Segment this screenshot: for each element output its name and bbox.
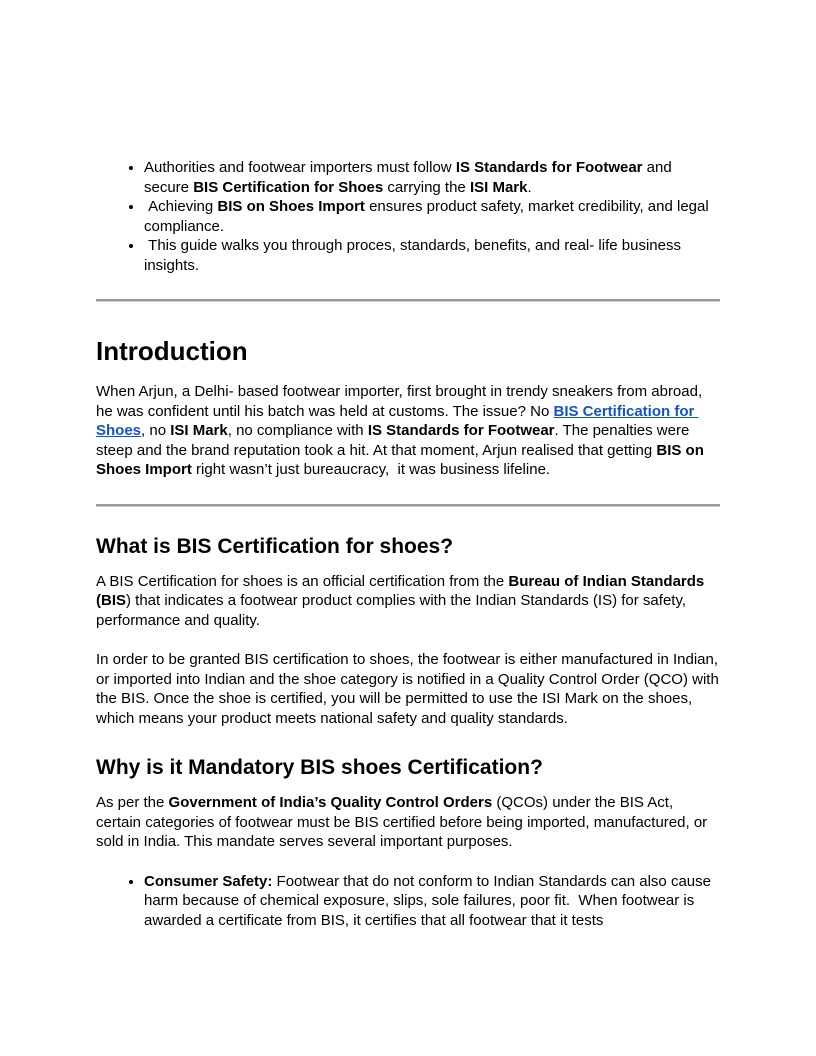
why-bullet-list <box>96 872 720 931</box>
paragraph-introduction <box>96 382 720 480</box>
text-run: IS Standards for Footwear <box>367 422 555 439</box>
intro-bullet-list <box>96 158 720 275</box>
paragraph-what-process <box>96 650 723 728</box>
text-run: This guide walks you through proces, standards, benefits, and real- life business insights. <box>144 237 686 274</box>
text-run: ensures product safety, market credibility, and legal compliance. <box>144 198 713 235</box>
text-run: . The penalties were steep and the brand reputation took a hit. At that moment, Arjun realised that getting <box>96 422 694 459</box>
text-run: Authorities and footwear importers must follow <box>144 159 456 176</box>
section-heading-why-mandatory: Why is it Mandatory BIS shoes Certification? <box>96 756 543 779</box>
section-heading-introduction: Introduction <box>96 336 248 366</box>
paragraph-what-definition <box>96 572 720 631</box>
text-run: , no compliance with <box>227 422 368 439</box>
text-run: BIS Certification for Shoes <box>193 178 384 196</box>
text-run: BIS on Shoes Import <box>217 198 365 215</box>
list-item <box>144 872 720 931</box>
horizontal-rule <box>96 504 720 507</box>
text-run: Achieving <box>144 198 218 215</box>
text-run: , no <box>141 422 171 439</box>
text-run: ISI Mark <box>469 178 528 196</box>
text-run: right wasn’t just bureaucracy, it was business lifeline. <box>191 461 551 478</box>
text-run: and secure <box>144 159 676 196</box>
bis-certification-link[interactable]: BIS Certification for Shoes <box>96 402 699 439</box>
text-run: When Arjun, a Delhi- based footwear importer, first brought in trendy sneakers from abroad, he was confident until his batch was held at customs. The issue? No <box>96 383 707 420</box>
text-run: As per the <box>96 794 169 811</box>
text-run: BIS on Shoes Import <box>96 441 709 478</box>
text-run: Footwear that do not conform to Indian Standards can also cause harm because of chemical exposure, slips, sole failures, poor fit. When footwear is awarded a certificate from BIS, it certifies that all footwear that it tests <box>144 872 716 929</box>
section-heading-what-is-bis-certification: What is BIS Certification for shoes? <box>96 534 454 558</box>
text-run: IS Standards for Footwear <box>455 159 643 176</box>
list-item <box>144 158 720 197</box>
text-run: A BIS Certification for shoes is an official certification from the <box>96 572 509 590</box>
text-run: carrying the <box>383 178 470 196</box>
paragraph-why-mandatory <box>96 793 720 852</box>
text-run: ISI Mark <box>170 422 228 439</box>
list-item <box>144 197 720 236</box>
text-run: In order to be granted BIS certification to shoes, the footwear is either manufactured in Indian, or imported into Indian and the shoe category is notified in a Quality Control Order (QCO) with the BIS. Once the shoe is certified, you will be permitted to use the ISI Mark on the shoes, which means your product meets national safety and quality standards. <box>96 651 723 727</box>
text-run: Government of India’s Quality Control Orders <box>168 794 493 811</box>
list-item <box>144 236 720 275</box>
text-run: . <box>527 178 532 196</box>
text-run: Consumer Safety: <box>144 872 273 890</box>
text-run: Bureau of Indian Standards (BIS <box>96 572 709 609</box>
horizontal-rule <box>96 299 720 302</box>
text-run: (QCOs) under the BIS Act, certain categories of footwear must be BIS certified before being imported, manufactured, or sold in India. This mandate serves several important purposes. <box>96 794 712 850</box>
text-run: ) that indicates a footwear product complies with the Indian Standards (IS) for safety, performance and quality. <box>96 592 691 629</box>
